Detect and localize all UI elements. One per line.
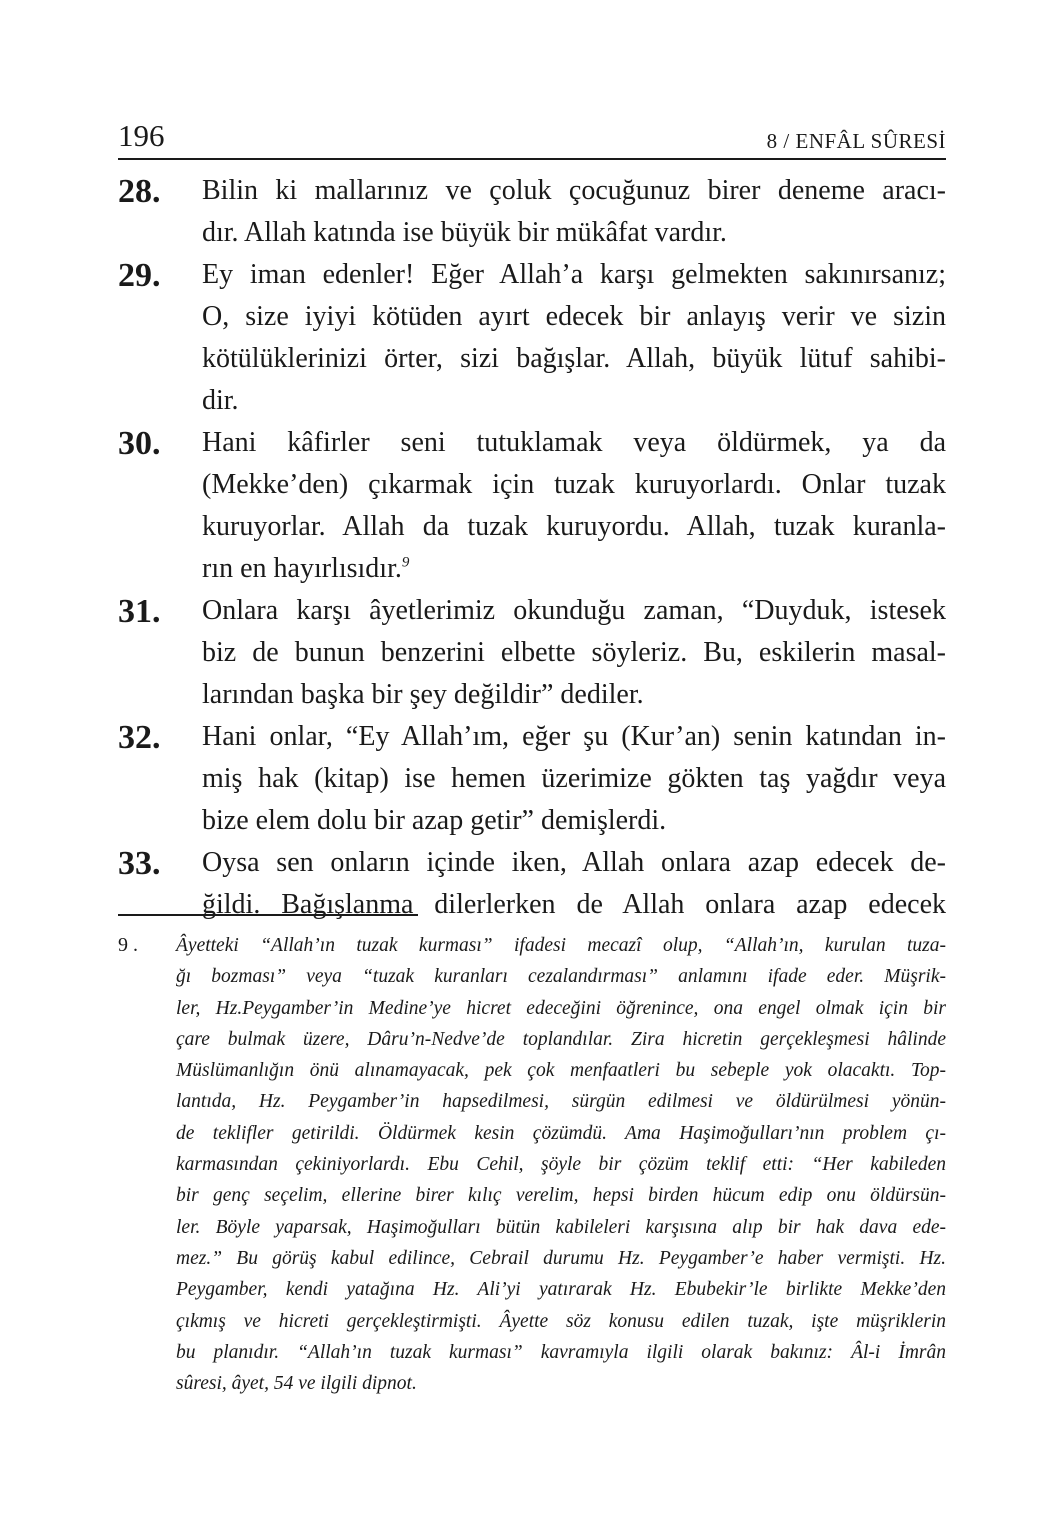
verse-line: Bilin ki mallarınız ve çoluk çocuğunuz birer deneme aracı- xyxy=(202,175,946,206)
verse-line: ğildi. Bağışlanma dilerlerken de Allah onlara azap edecek xyxy=(202,889,946,920)
verse-32 xyxy=(118,716,946,842)
verse-30 xyxy=(118,422,946,590)
footnote-line: ler. Böyle yaparsak, Haşimoğulları bütün kabileleri karşısına alıp bir hak dava ede- xyxy=(176,1216,946,1238)
verse-number: 33. xyxy=(118,845,161,882)
verse-line: biz de bunun benzerini elbette söyleriz. Bu, eskilerin masal- xyxy=(202,637,946,668)
verse-line: dir. xyxy=(202,385,239,416)
verse-number: 30. xyxy=(118,425,161,462)
footnote-text xyxy=(176,930,946,1399)
verse-line: dır. Allah katında ise büyük bir mükâfat vardır. xyxy=(202,217,727,248)
footnote-line: sûresi, âyet, 54 ve ilgili dipnot. xyxy=(176,1373,417,1395)
verse-line: Oysa sen onların içinde iken, Allah onlara azap edecek de- xyxy=(202,847,946,878)
footnote-line: bir genç seçelim, ellerine birer kılıç verelim, hepsi birden hücum edip onu öldürsün- xyxy=(176,1185,946,1207)
verse-line: Hani kâfirler seni tutuklamak veya öldürmek, ya da xyxy=(202,427,946,458)
page-number: 196 xyxy=(118,118,165,153)
verse-line: Hani onlar, “Ey Allah’ım, eğer şu (Kur’an) senin katından in- xyxy=(202,721,946,752)
footnote-marker: 9 . xyxy=(118,934,138,956)
footnote-line: Peygamber, kendi yatağına Hz. Ali’yi yatırarak Hz. Ebubekir’le birlikte Mekke’den xyxy=(176,1279,946,1301)
footnote-line: ğı bozması” veya “tuzak kuranları cezalandırması” anlamını ifade eder. Müşrik- xyxy=(176,966,946,988)
verse-number: 28. xyxy=(118,173,161,210)
footnote xyxy=(118,930,946,1399)
verse-31 xyxy=(118,590,946,716)
footnote-line: çare bulmak üzere, Dâru’n-Nedve’de toplandılar. Zira hicretin gerçekleşmesi hâlinde xyxy=(176,1028,946,1050)
verse-line-with-footnote xyxy=(202,548,946,590)
footnote-line: Âyetteki “Allah’ın tuzak kurması” ifadesi mecazî olup, “Allah’ın, kurulan tuza- xyxy=(176,935,946,956)
page-header xyxy=(118,116,946,160)
verse-text xyxy=(202,170,946,254)
verse-text xyxy=(202,254,946,422)
verse-text xyxy=(202,716,946,842)
verse-28 xyxy=(118,170,946,254)
footnote-line: mez.” Bu görüş kabul edilince, Cebrail durumu Hz. Peygamber’e haber vermişti. Hz. xyxy=(176,1247,946,1269)
footnote-line: de teklifler getirildi. Öldürmek kesin çözümdü. Ama Haşimoğulları’nın problem çı- xyxy=(176,1122,946,1144)
verse-line: kötülüklerinizi örter, sizi bağışlar. Allah, büyük lütuf sahibi- xyxy=(202,343,946,374)
verse-text xyxy=(202,422,946,590)
verse-line: (Mekke’den) çıkarmak için tuzak kuruyorlardı. Onlar tuzak xyxy=(202,469,946,500)
footnote-line: karmasından çekiniyorlardı. Ebu Cehil, şöyle bir çözüm teklif etti: “Her kabileden xyxy=(176,1154,946,1176)
verse-line: miş hak (kitap) ise hemen üzerimize gökten taş yağdır veya xyxy=(202,763,946,794)
footnote-line: Müslümanlığın önü alınamayacak, pek çok menfaatleri bu sebeple yok olacaktı. Top- xyxy=(176,1060,946,1082)
footnote-reference[interactable]: 9 xyxy=(401,554,410,571)
verse-text xyxy=(202,590,946,716)
verse-line: O, size iyiyi kötüden ayırt edecek bir anlayış verir ve sizin xyxy=(202,301,946,332)
verse-number: 32. xyxy=(118,719,161,756)
footnote-line: ler, Hz.Peygamber’in Medine’ye hicret edeceğini öğrenince, ona engel olmak için bir xyxy=(176,997,946,1019)
verse-line: Onlara karşı âyetlerimiz okunduğu zaman, “Duyduk, istesek xyxy=(202,595,946,626)
verse-line: bize elem dolu bir azap getir” demişlerdi. xyxy=(202,805,667,836)
running-head: 8 / ENFÂL SÛRESİ xyxy=(766,129,946,153)
verse-line: Ey iman edenler! Eğer Allah’a karşı gelmekten sakınırsanız; xyxy=(202,259,946,290)
verse-list xyxy=(118,170,946,926)
verse-line: kuruyorlar. Allah da tuzak kuruyordu. Allah, tuzak kuranla- xyxy=(202,511,946,542)
verse-line-text: rın en hayırlısıdır. xyxy=(202,553,402,584)
footnote-line: çıkmış ve hicreti gerçekleştirmişti. Âyette söz konusu edilen tuzak, işte müşriklerin xyxy=(176,1310,946,1332)
verse-number: 29. xyxy=(118,257,161,294)
verse-29 xyxy=(118,254,946,422)
footnote-line: lantıda, Hz. Peygamber’in hapsedilmesi, sürgün edilmesi ve öldürülmesi yönün- xyxy=(176,1091,946,1113)
verse-line: larından başka bir şey değildir” dediler. xyxy=(202,679,644,710)
footnote-line: bu planıdır. “Allah’ın tuzak kurması” kavramıyla ilgili olarak bakınız: Âl-i İmrân xyxy=(176,1341,946,1363)
verse-number: 31. xyxy=(118,593,161,630)
footnote-divider xyxy=(118,914,418,916)
